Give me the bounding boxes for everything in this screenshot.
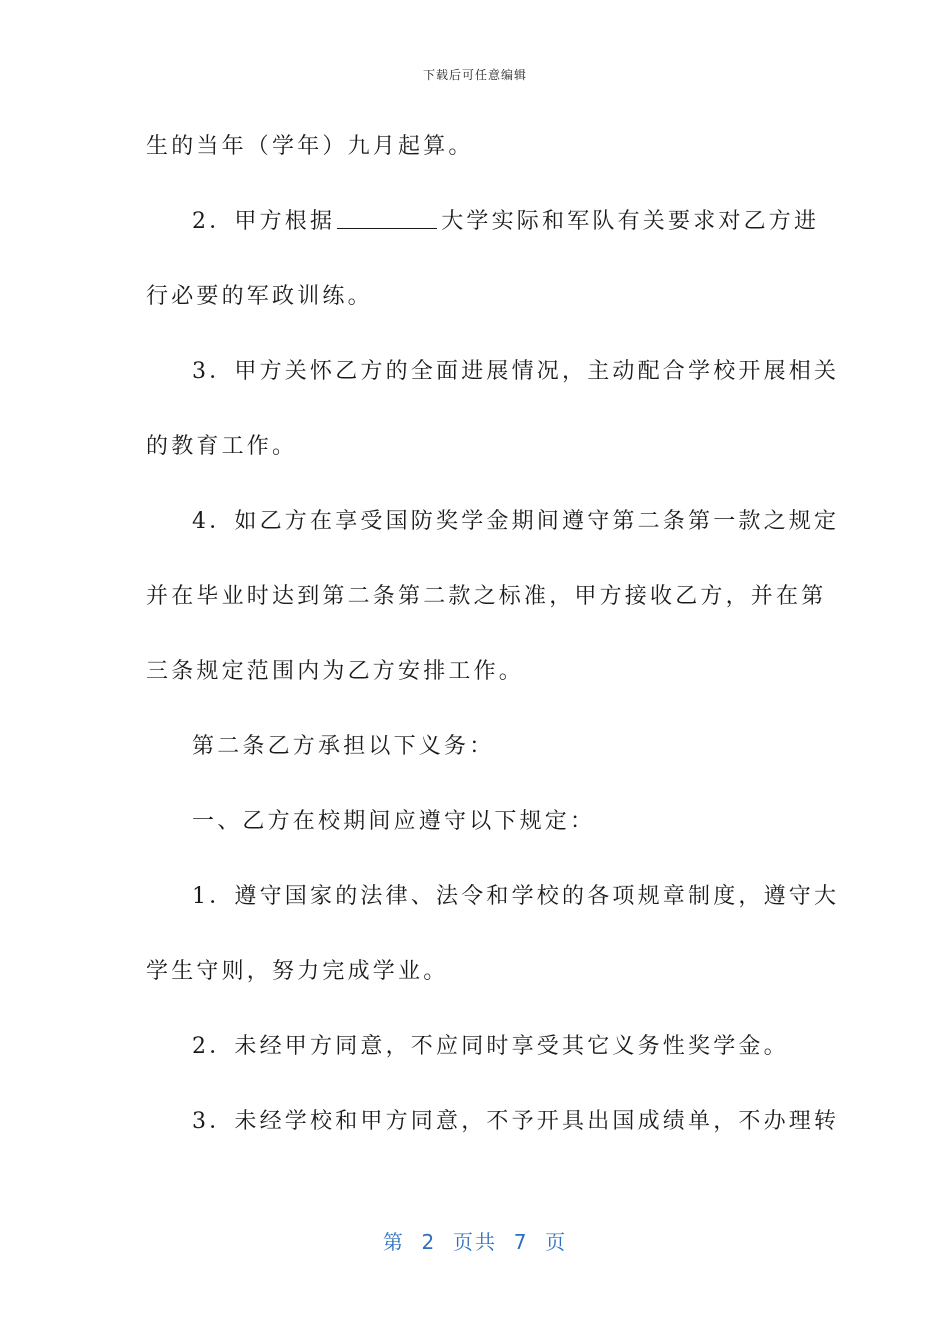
line-text-before-blank: 2．甲方根据 xyxy=(192,209,336,234)
section-heading: 一、乙方在校期间应遵守以下规定： xyxy=(192,809,596,834)
paragraph-line: 并在毕业时达到第二条第二款之标准，甲方接收乙方，并在第 xyxy=(146,584,827,609)
paragraph-line: 三条规定范围内为乙方安排工作。 xyxy=(146,659,525,684)
fill-in-blank xyxy=(337,206,437,229)
document-body xyxy=(146,125,840,1175)
paragraph-line: 4．如乙方在享受国防奖学金期间遵守第二条第一款之规定 xyxy=(192,509,840,534)
line-text-after-blank: 大学实际和军队有关要求对乙方进 xyxy=(441,209,820,234)
paragraph-line: 3．未经学校和甲方同意，不予开具出国成绩单，不办理转 xyxy=(192,1109,840,1134)
paragraph-line: 3．甲方关怀乙方的全面进展情况，主动配合学校开展相关 xyxy=(192,359,840,384)
page-number: 第 2 页共 7 页 xyxy=(382,1230,568,1254)
paragraph-line: 行必要的军政训练。 xyxy=(146,284,373,309)
article-heading: 第二条乙方承担以下义务： xyxy=(192,734,495,759)
header-note: 下载后可任意编辑 xyxy=(422,68,527,82)
paragraph-line xyxy=(146,200,820,275)
paragraph-line: 学生守则，努力完成学业。 xyxy=(146,959,449,984)
paragraph-line: 的教育工作。 xyxy=(146,434,298,459)
paragraph-line: 2．未经甲方同意，不应同时享受其它义务性奖学金。 xyxy=(192,1034,789,1059)
paragraph-line: 生的当年（学年）九月起算。 xyxy=(146,134,474,159)
paragraph-line: 1．遵守国家的法律、法令和学校的各项规章制度，遵守大 xyxy=(192,884,840,909)
